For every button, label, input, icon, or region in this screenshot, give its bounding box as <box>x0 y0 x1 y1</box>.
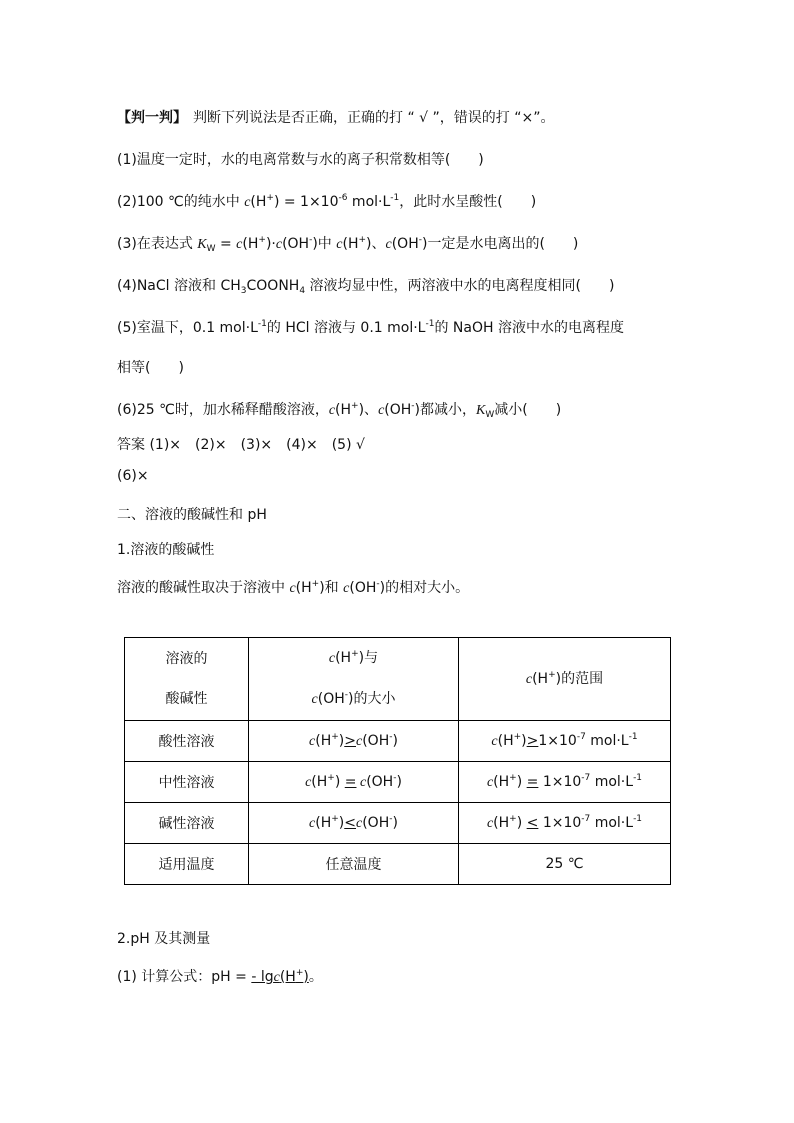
q3-plus: + <box>258 235 266 245</box>
formula-c: c <box>273 970 280 985</box>
section2-sub1: 1.溶液的酸碱性 <box>117 542 215 558</box>
row-neutral-range <box>459 762 671 803</box>
h3-plus: + <box>548 669 556 680</box>
h2l2-c: c <box>311 692 318 707</box>
h3-text: )的范围 <box>555 670 604 687</box>
acidity-table <box>124 637 671 885</box>
r2r-num: 1×10 <box>538 814 582 831</box>
r0c-oh: (OH <box>362 732 390 749</box>
r2c-end: ) <box>392 814 398 831</box>
r0c-c2: c <box>356 733 363 749</box>
q3-h2: (H <box>342 236 359 252</box>
h2l1-c: c <box>328 651 336 666</box>
r2c-plus: + <box>331 813 339 824</box>
r0c-h: (H <box>315 732 332 749</box>
row-neutral-name: 中性溶液 <box>125 762 249 803</box>
r0r-unit-exp: -1 <box>628 731 638 742</box>
desc-plus: + <box>311 579 320 589</box>
r0c-plus: + <box>331 731 339 742</box>
question-4 <box>117 276 614 296</box>
q5-prefix: (5)室温下，0.1 mol·L <box>117 320 258 336</box>
r1r-close: ) <box>516 773 527 790</box>
r0r-h: (H <box>497 732 514 749</box>
r2r-unit: mol·L <box>590 814 634 831</box>
row-basic-range <box>459 803 671 844</box>
q3-plus2: + <box>358 235 367 245</box>
table-row-acidic <box>125 721 671 762</box>
r1r-exp: -7 <box>581 772 591 783</box>
q3-w: W <box>206 244 216 254</box>
q3-suffix: )一定是水电离出的( ) <box>421 236 579 252</box>
q3-oh: (OH <box>282 236 310 252</box>
r2r-op: < <box>526 814 539 831</box>
row-temp-label: 适用温度 <box>125 844 249 885</box>
row-temp-cmp: 任意温度 <box>249 844 459 885</box>
r0r-num: 1×10 <box>538 732 577 749</box>
q3-oh2: (OH <box>391 236 419 252</box>
desc-mid: )和 <box>319 580 344 596</box>
desc-h: (H <box>295 580 312 596</box>
header-col2-line1 <box>249 638 458 679</box>
r1r-c: c <box>486 774 494 790</box>
row-acidic-cmp <box>249 721 459 762</box>
table-header-row <box>125 638 671 721</box>
desc-minus: - <box>376 579 380 589</box>
q2-suffix: ，此时水呈酸性( ) <box>399 194 537 210</box>
q2-plus: + <box>266 193 274 203</box>
r1c-op: = <box>344 773 357 790</box>
formula-prefix: (1) 计算公式：pH = <box>117 969 252 985</box>
table-row-neutral <box>125 762 671 803</box>
q6-k: K <box>476 403 486 418</box>
q3-c2: c <box>275 237 283 252</box>
r1r-unit-exp: -1 <box>633 772 643 783</box>
q4-sub3: 3 <box>240 286 247 296</box>
r2r-unit-exp: -1 <box>633 813 643 824</box>
r0r-close: ) <box>521 732 527 749</box>
desc-suffix: )的相对大小。 <box>379 580 470 596</box>
r1c-c2: c <box>356 774 367 790</box>
r2c-c2: c <box>356 815 363 831</box>
r1r-num: 1×10 <box>538 773 582 790</box>
section2-desc <box>117 578 469 599</box>
desc-prefix: 溶液的酸碱性取决于溶液中 <box>117 580 290 596</box>
table-row-basic <box>125 803 671 844</box>
desc-c1: c <box>289 581 296 596</box>
answer-line1: (1)× (2)× (3)× (4)× (5) √ <box>145 437 365 453</box>
h2l2-minus: - <box>344 690 348 700</box>
header-col2-line2 <box>249 679 458 720</box>
q2-exp: -6 <box>338 193 348 203</box>
header-col2 <box>249 638 459 721</box>
q2-c: c <box>244 195 251 210</box>
r2r-h: (H <box>493 814 510 831</box>
q3-c1: c <box>236 237 243 252</box>
r1c-plus: + <box>327 772 335 783</box>
q2-ion: (H <box>250 194 267 210</box>
r2r-c: c <box>486 815 494 831</box>
intro-text: 判断下列说法是否正确，正确的打 “ √ ”，错误的打 “×”。 <box>193 110 555 126</box>
r0c-end: ) <box>392 732 398 749</box>
formula-h: (H <box>279 969 296 985</box>
formula-close: ) <box>303 969 309 985</box>
r1c-end: ) <box>396 773 402 790</box>
row-acidic-name: 酸性溶液 <box>125 721 249 762</box>
q3-close: )· <box>265 236 276 252</box>
desc-oh: (OH <box>349 580 377 596</box>
h2l2-text: )的大小 <box>348 691 396 707</box>
formula-plus: + <box>295 968 304 978</box>
q3-minus2: - <box>418 235 422 245</box>
row-basic-name: 碱性溶液 <box>125 803 249 844</box>
q6-c1: c <box>328 403 336 418</box>
r2c-op: < <box>344 814 356 831</box>
question-5 <box>117 318 624 338</box>
q6-sep: )、 <box>358 402 379 418</box>
header-col3 <box>459 638 671 721</box>
answer-line <box>117 435 365 455</box>
r0c-close: ) <box>338 732 345 749</box>
answer-label: 答案 <box>117 437 145 453</box>
r2c-h: (H <box>315 814 332 831</box>
r1c-oh: (OH <box>366 773 394 790</box>
question-5-line2: 相等( ) <box>117 360 184 376</box>
header-col1-line2: 酸碱性 <box>165 691 208 707</box>
r0r-plus: + <box>513 731 522 742</box>
q3-c3: c <box>336 237 343 252</box>
r0c-c1: c <box>309 733 316 749</box>
formula-suffix: 。 <box>308 969 323 985</box>
h2l2-oh: (OH <box>317 691 345 707</box>
formula-lg: - lg <box>251 969 274 985</box>
r0r-op: > <box>526 732 539 749</box>
q3-sep: )、 <box>366 236 386 252</box>
q5-mid: 的 HCl 溶液与 0.1 mol·L <box>266 320 426 336</box>
q6-w: W <box>485 410 495 420</box>
r1r-op: = <box>526 773 539 790</box>
q2-prefix: (2)100 ℃的纯水中 <box>117 194 245 210</box>
r2r-plus: + <box>509 813 517 824</box>
row-neutral-cmp <box>249 762 459 803</box>
r2c-minus: - <box>389 813 393 824</box>
q6-mid: )都减小， <box>414 402 477 418</box>
q3-mid: )中 <box>312 236 337 252</box>
header-col1 <box>125 638 249 721</box>
intro-line <box>117 108 554 128</box>
h3-c: c <box>525 671 533 687</box>
question-6 <box>117 400 561 421</box>
header-col1-line1: 溶液的 <box>165 651 208 667</box>
q4-sub4: 4 <box>299 286 306 296</box>
intro-label: 【判一判】 <box>117 110 187 126</box>
h3-h: (H <box>532 670 549 687</box>
r2r-close: ) <box>516 814 527 831</box>
q2-unit-exp: -1 <box>390 193 400 203</box>
r0c-minus: - <box>389 731 393 742</box>
r0r-c: c <box>491 733 498 749</box>
q6-suffix: 减小( ) <box>494 402 562 418</box>
question-1: (1)温度一定时，水的电离常数与水的离子积常数相等( ) <box>117 152 484 168</box>
row-acidic-range <box>459 721 671 762</box>
r1c-c1: c <box>305 774 312 790</box>
h2l1-text: )与 <box>358 650 379 666</box>
q5-exp1: -1 <box>257 319 267 329</box>
row-temp-range: 25 ℃ <box>459 844 671 885</box>
section2-title: 二、溶液的酸碱性和 pH <box>117 507 267 523</box>
q6-plus: + <box>351 401 359 411</box>
q3-prefix: (3)在表达式 <box>117 236 198 252</box>
q3-c4: c <box>385 237 392 252</box>
r1c-close: ) <box>334 773 345 790</box>
q6-minus: - <box>411 401 415 411</box>
q2-mid: ) = 1×10 <box>273 194 339 210</box>
q6-c2: c <box>378 403 385 418</box>
r1r-unit: mol·L <box>590 773 634 790</box>
q2-unit: mol·L <box>347 194 391 210</box>
q3-minus: - <box>309 235 313 245</box>
r1c-h: (H <box>311 773 328 790</box>
formula-answer <box>251 969 309 985</box>
r2r-exp: -7 <box>581 813 591 824</box>
r1r-h: (H <box>493 773 510 790</box>
question-3 <box>117 234 578 255</box>
q4-prefix: (4)NaCl 溶液和 CH <box>117 278 241 294</box>
h2l1-h: (H <box>335 650 352 666</box>
q6-oh: (OH <box>384 402 412 418</box>
q4-mid: COONH <box>246 278 300 294</box>
q6-h: (H <box>335 402 352 418</box>
q3-k: K <box>197 237 207 252</box>
desc-c2: c <box>343 581 350 596</box>
answer-line2: (6)× <box>117 468 149 484</box>
q5-exp2: -1 <box>425 319 435 329</box>
r0r-unit: mol·L <box>585 732 629 749</box>
r0r-exp: -7 <box>576 731 586 742</box>
q3-h: (H <box>242 236 259 252</box>
question-2 <box>117 192 536 213</box>
q5-suffix: 的 NaOH 溶液中水的电离程度 <box>434 320 624 336</box>
r1c-minus: - <box>393 772 397 783</box>
r1r-plus: + <box>509 772 517 783</box>
section3-title: 2.pH 及其测量 <box>117 931 211 947</box>
r2c-close: ) <box>338 814 345 831</box>
q3-eq: = <box>215 236 237 252</box>
h2l1-plus: + <box>351 649 359 659</box>
q4-suffix: 溶液均显中性，两溶液中水的电离程度相同( ) <box>305 278 615 294</box>
r0c-op: > <box>344 732 356 749</box>
section3-formula <box>117 967 323 988</box>
r2c-c1: c <box>309 815 316 831</box>
row-basic-cmp <box>249 803 459 844</box>
r2c-oh: (OH <box>362 814 390 831</box>
table-row-temperature <box>125 844 671 885</box>
q6-prefix: (6)25 ℃时，加水稀释醋酸溶液， <box>117 402 329 418</box>
